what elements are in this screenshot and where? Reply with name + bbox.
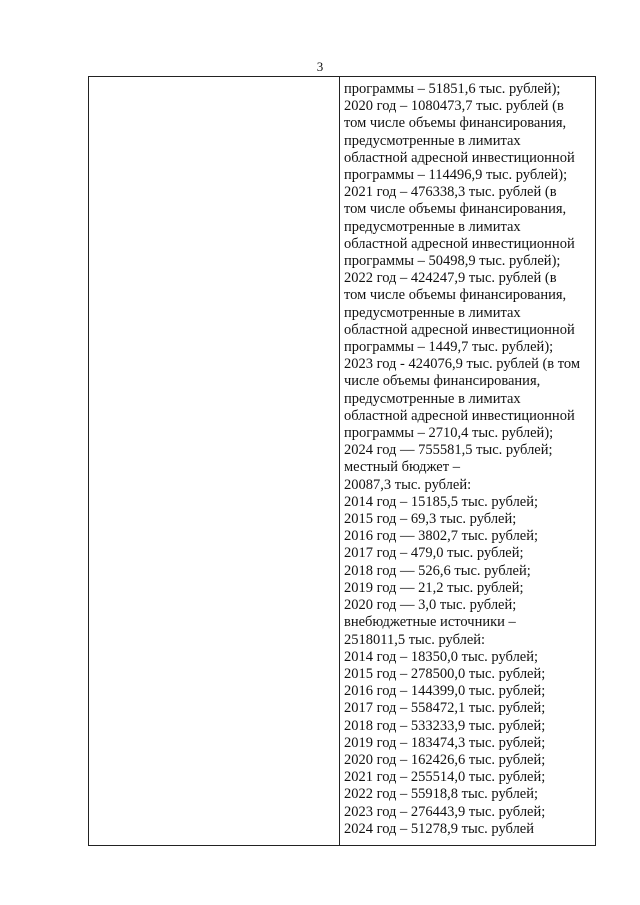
funding-line: 2018 год — 526,6 тыс. рублей; xyxy=(344,562,531,579)
funding-line: 2024 год — 755581,5 тыс. рублей; xyxy=(344,442,553,459)
funding-line: местный бюджет – xyxy=(344,459,460,476)
funding-line: 2014 год – 15185,5 тыс. рублей; xyxy=(344,493,539,510)
funding-line: 2019 год — 21,2 тыс. рублей; xyxy=(344,579,524,596)
funding-line: 2016 год — 3802,7 тыс. рублей; xyxy=(344,528,539,545)
funding-line: областной адресной инвестиционной xyxy=(344,235,575,252)
funding-line: 2017 год – 558472,1 тыс. рублей; xyxy=(344,700,546,717)
table-left-cell xyxy=(89,77,340,845)
funding-line: 2018 год – 533233,9 тыс. рублей; xyxy=(344,717,546,734)
funding-line: предусмотренные в лимитах xyxy=(344,218,521,235)
funding-line: 2518011,5 тыс. рублей: xyxy=(344,631,486,648)
page-number: 3 xyxy=(316,59,324,74)
funding-line: предусмотренные в лимитах xyxy=(344,390,521,407)
funding-line: программы – 51851,6 тыс. рублей); xyxy=(344,81,561,97)
funding-line: программы – 50498,9 тыс. рублей); xyxy=(344,253,561,270)
funding-line: 2016 год – 144399,0 тыс. рублей; xyxy=(344,683,546,700)
funding-line: предусмотренные в лимитах xyxy=(344,132,521,149)
funding-line: 2022 год – 55918,8 тыс. рублей; xyxy=(344,786,539,803)
funding-line: 2020 год — 3,0 тыс. рублей; xyxy=(344,597,517,614)
funding-line: областной адресной инвестиционной xyxy=(344,149,575,166)
funding-line: 2019 год – 183474,3 тыс. рублей; xyxy=(344,734,546,751)
funding-line: 2023 год – 276443,9 тыс. рублей; xyxy=(344,803,546,820)
funding-line: 2020 год – 162426,6 тыс. рублей; xyxy=(344,751,546,768)
funding-table xyxy=(88,76,596,846)
funding-line: предусмотренные в лимитах xyxy=(344,304,521,321)
funding-line: 20087,3 тыс. рублей: xyxy=(344,476,472,493)
funding-line: том числе объемы финансирования, xyxy=(344,201,567,218)
funding-line: 2021 год – 476338,3 тыс. рублей (в xyxy=(344,184,557,201)
funding-line: том числе объемы финансирования, xyxy=(344,115,567,132)
funding-line: 2017 год – 479,0 тыс. рублей; xyxy=(344,545,524,562)
table-right-cell xyxy=(340,77,595,845)
funding-line: программы – 2710,4 тыс. рублей); xyxy=(344,425,554,442)
funding-line: 2015 год – 69,3 тыс. рублей; xyxy=(344,511,517,528)
funding-line: программы – 114496,9 тыс. рублей); xyxy=(344,167,568,184)
funding-line: 2022 год – 424247,9 тыс. рублей (в xyxy=(344,270,557,287)
funding-line: 2014 год – 18350,0 тыс. рублей; xyxy=(344,648,539,665)
funding-line: 2021 год – 255514,0 тыс. рублей; xyxy=(344,769,546,786)
funding-line: областной адресной инвестиционной xyxy=(344,321,575,338)
funding-line: числе объемы финансирования, xyxy=(344,373,541,390)
funding-line: внебюджетные источники – xyxy=(344,614,516,631)
funding-line: программы – 1449,7 тыс. рублей); xyxy=(344,339,554,356)
funding-line: 2024 год – 51278,9 тыс. рублей xyxy=(344,820,535,837)
funding-line: 2020 год – 1080473,7 тыс. рублей (в xyxy=(344,98,564,115)
funding-line: 2023 год - 424076,9 тыс. рублей (в том xyxy=(344,356,581,373)
funding-line: том числе объемы финансирования, xyxy=(344,287,567,304)
funding-line: 2015 год – 278500,0 тыс. рублей; xyxy=(344,665,546,682)
funding-line: областной адресной инвестиционной xyxy=(344,407,575,424)
